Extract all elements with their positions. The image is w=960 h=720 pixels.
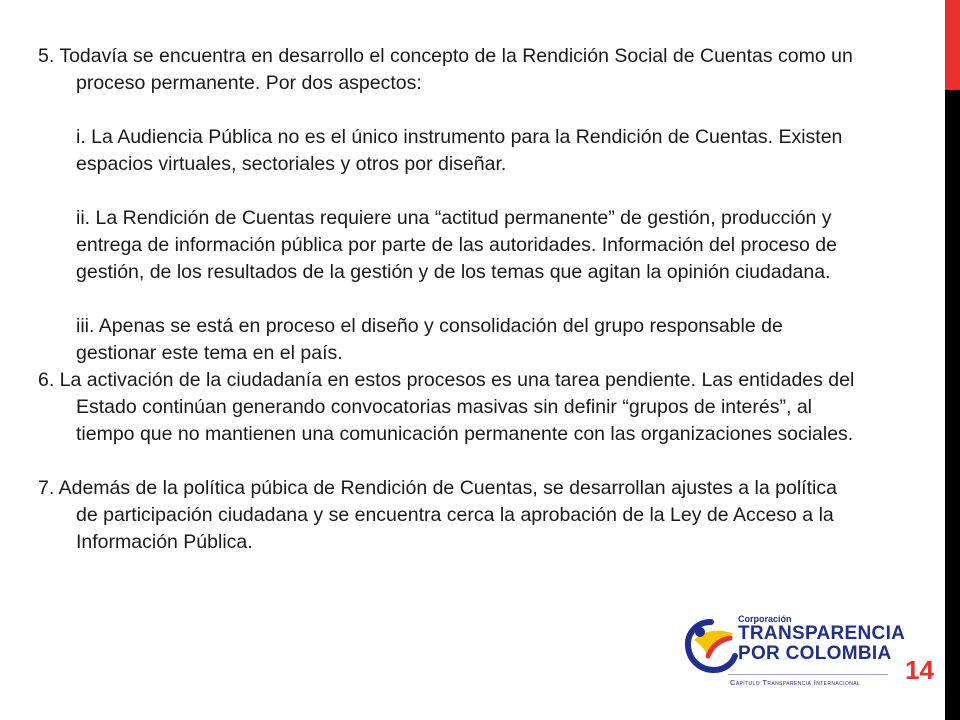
slide-body bbox=[38, 43, 858, 556]
sidebar-accent-red bbox=[945, 0, 960, 90]
paragraph-5-item-ii: ii. La Rendición de Cuentas requiere una “actitud permanente” de gestión, producción y entrega de información pública por parte de las autoridades. Información del proceso de gestión, de los resultados de la gestión y de los temas que agitan la opinión ciudadana. bbox=[76, 207, 837, 283]
transparencia-logo bbox=[684, 612, 906, 694]
page-number: 14 bbox=[905, 655, 934, 685]
sidebar-accent-black bbox=[945, 90, 960, 720]
logo-small-text: Corporación bbox=[738, 614, 792, 624]
logo-line-2: POR COLOMBIA bbox=[738, 643, 892, 664]
logo-line-1: TRANSPARENCIA bbox=[738, 623, 906, 644]
logo-emblem-icon bbox=[684, 616, 738, 674]
paragraph-5: 5. Todavía se encuentra en desarrollo el concepto de la Rendición Social de Cuentas como un proceso permanente. Por dos aspectos: bbox=[38, 45, 853, 94]
logo-title bbox=[738, 624, 905, 664]
logo-caption: Capítulo Transparencia Internacional bbox=[730, 678, 861, 687]
logo-divider bbox=[728, 674, 888, 675]
paragraph-5-item-iii: iii. Apenas se está en proceso el diseño y consolidación del grupo responsable de gestionar este tema en el país. bbox=[76, 315, 783, 364]
paragraph-7: 7. Además de la política púbica de Rendición de Cuentas, se desarrollan ajustes a la política de participación ciudadana y se encuentra cerca la aprobación de la Ley de Acceso a la Información Pública. bbox=[38, 477, 837, 553]
paragraph-5-item-i: i. La Audiencia Pública no es el único instrumento para la Rendición de Cuentas. Existen espacios virtuales, sectoriales y otros por diseñar. bbox=[76, 126, 843, 175]
paragraph-6: 6. La activación de la ciudadanía en estos procesos es una tarea pendiente. Las entidades del Estado continúan generando convocatorias masivas sin definir “grupos de interés”, al tiempo que no mantienen una comunicación permanente con las organizaciones sociales. bbox=[38, 369, 855, 445]
